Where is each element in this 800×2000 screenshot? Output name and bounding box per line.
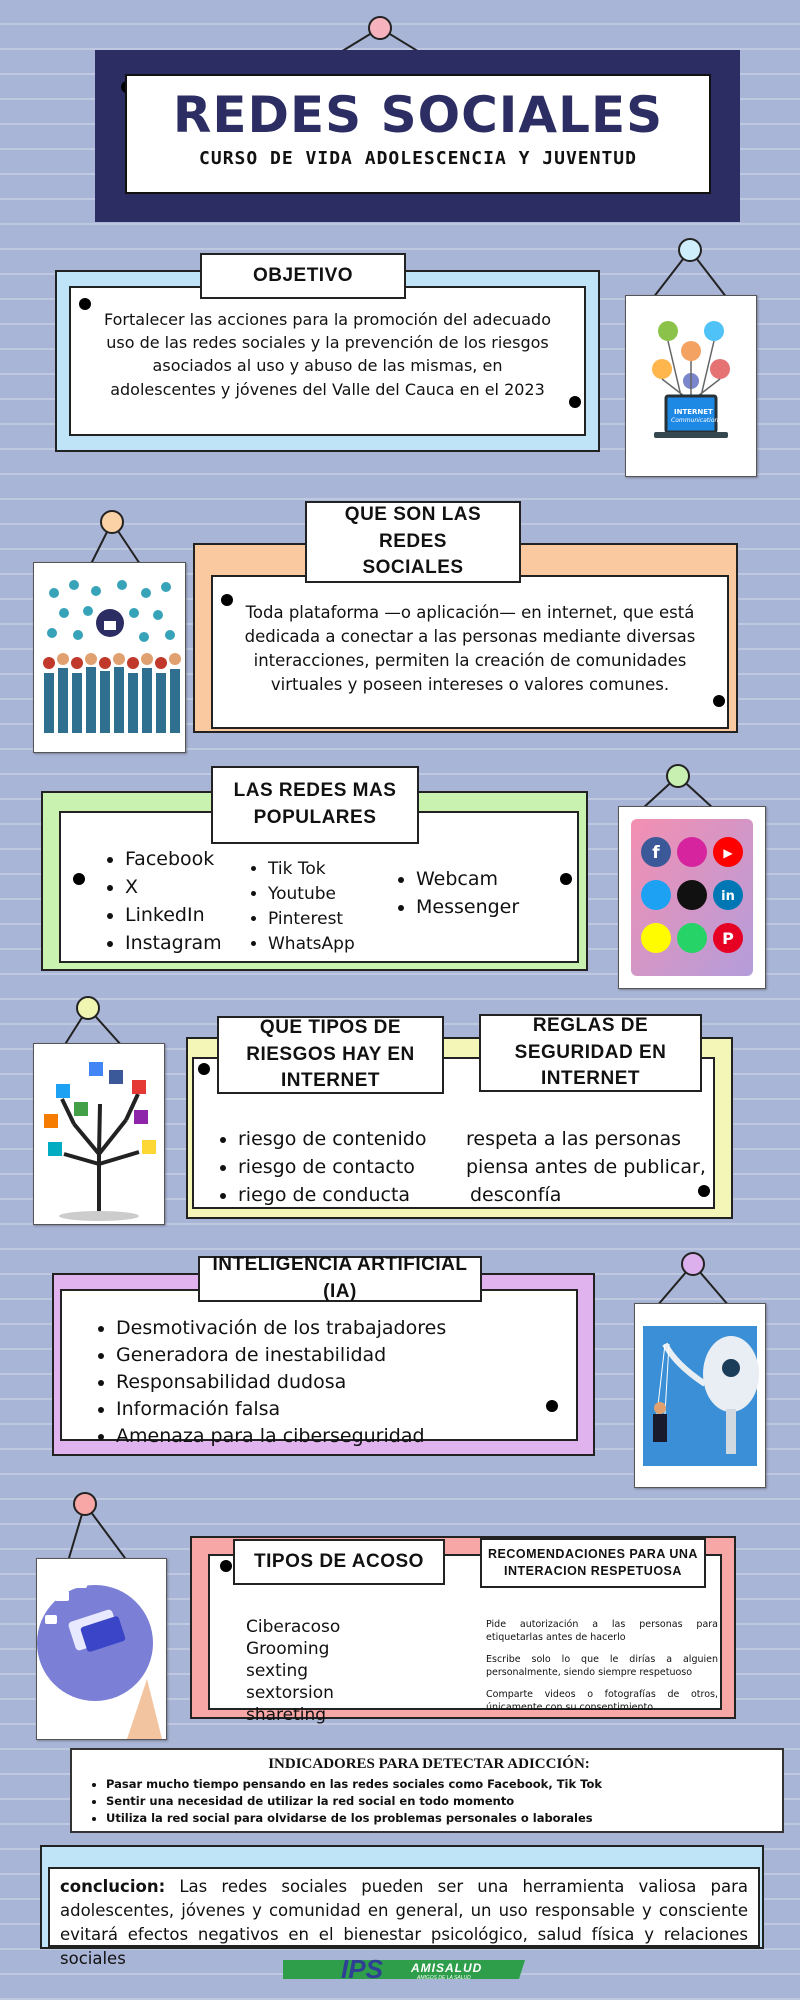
photo-hanger	[55, 1486, 151, 1558]
logo-tagline-text: AMIGOS DE LA SALUD	[417, 1975, 471, 1981]
list-item: • Instagram	[125, 929, 222, 957]
logo-ips-text: IPS	[341, 1954, 383, 1984]
logo-amisalud-text: AMISALUD	[411, 1961, 483, 1975]
list-item: • riesgo de contenido	[238, 1125, 426, 1153]
indicadores-box	[70, 1748, 784, 1833]
riesgos-heading: QUE TIPOS DE RIESGOS HAY EN INTERNET	[217, 1016, 444, 1094]
list-item: • Tik Tok	[268, 857, 355, 882]
ia-card	[60, 1289, 578, 1447]
pin-dot	[221, 594, 233, 606]
list-item: • Desmotivación de los trabajadores	[116, 1315, 446, 1342]
pin-dot	[560, 873, 572, 885]
photo-hanger	[70, 506, 160, 570]
list-item: • Webcam	[416, 865, 519, 893]
ia-list	[94, 1315, 446, 1450]
photo-hanger	[630, 754, 726, 809]
pin-dot	[73, 873, 85, 885]
pin-dot	[198, 1063, 210, 1075]
laptop-network-photo	[625, 295, 757, 477]
objetivo-text: Fortalecer las acciones para la promoción del adecuado uso de las redes sociales y la prevención de los riesgos asociados al uso y abuso de las mismas, en adolescentes y jóvenes del Valle del Cauca en el 2023	[104, 310, 551, 399]
pin-dot	[713, 695, 725, 707]
list-item: Ciberacoso	[246, 1617, 341, 1637]
list-item: • Amenaza para la ciberseguridad	[116, 1423, 446, 1450]
list-item: Comparte videos o fotografías de otros, únicamente con su consentimiento	[486, 1689, 718, 1713]
list-item: • Responsabilidad dudosa	[116, 1369, 446, 1396]
photo-hanger	[645, 232, 735, 298]
photo-hanger	[645, 1250, 741, 1306]
header-card	[125, 74, 711, 194]
list-item: Grooming	[246, 1639, 330, 1659]
list-item: sexting	[246, 1661, 309, 1681]
svg-text:P: P	[722, 929, 734, 948]
svg-text:▶: ▶	[723, 846, 733, 860]
list-item: sextorsion	[246, 1683, 334, 1703]
header-frame	[95, 50, 740, 222]
list-item: • Youtube	[268, 882, 355, 907]
populares-heading: LAS REDES MAS POPULARES	[211, 766, 419, 844]
objetivo-card	[69, 286, 586, 436]
recomendaciones-heading: RECOMENDACIONES PARA UNA INTERACION RESPETUOSA	[480, 1538, 706, 1588]
acoso-heading: TIPOS DE ACOSO	[233, 1539, 445, 1585]
list-item: • Messenger	[416, 893, 519, 921]
pin-dot	[698, 1185, 710, 1197]
photo-hanger	[50, 992, 146, 1046]
recomendaciones-list	[486, 1618, 718, 1714]
list-item: • Información falsa	[116, 1396, 446, 1423]
crowd-network-photo	[33, 562, 186, 753]
list-item: Escribe solo lo que le dirías a alguien personalmente, siendo siempre respetuoso	[486, 1654, 718, 1678]
populares-list-col3	[394, 865, 519, 921]
riesgos-list	[216, 1125, 426, 1209]
list-item: • riego de conducta	[238, 1181, 426, 1209]
ia-heading: INTELIGENCIA ARTIFICIAL (IA)	[198, 1256, 482, 1302]
laptop-brand-line2: Communication	[671, 417, 719, 424]
list-item: piensa antes de publicar,	[466, 1156, 706, 1178]
social-apps-photo	[618, 806, 766, 989]
page-title: REDES SOCIALES	[172, 86, 664, 144]
page-subtitle: CURSO DE VIDA ADOLESCENCIA Y JUVENTUD	[199, 148, 637, 169]
list-item: shareting	[246, 1705, 327, 1725]
list-item: Pide autorización a las personas para etiquetarlas antes de hacerlo	[486, 1619, 718, 1643]
list-item: • X	[125, 873, 222, 901]
svg-text:f: f	[652, 843, 660, 863]
phone-chat-photo	[36, 1558, 167, 1740]
reglas-heading: REGLAS DE SEGURIDAD EN INTERNET	[479, 1014, 702, 1092]
list-item: • Generadora de inestabilidad	[116, 1342, 446, 1369]
list-item: • WhatsApp	[268, 932, 355, 957]
laptop-brand-line1: INTERNET	[674, 408, 713, 416]
pin-dot	[79, 298, 91, 310]
que-son-text: Toda plataforma —o aplicación— en internet, que está dedicada a conectar a las personas mediante diversas interacciones, permiten la creación de comunidades virtuales y poseen intereses o valores comunes.	[244, 603, 696, 694]
social-tree-photo	[33, 1043, 165, 1225]
que-son-heading: QUE SON LAS REDES SOCIALES	[305, 501, 521, 583]
list-item: respeta a las personas	[466, 1128, 682, 1150]
indicadores-heading: INDICADORES PARA DETECTAR ADICCIÓN:	[268, 1756, 590, 1772]
conclusion-text: Las redes sociales pueden ser una herramienta valiosa para adolescentes, jóvenes y comunidad en general, un uso responsable y consciente evitará efectos negativos en el bienestar psicológico, salud física y relaciones sociales	[60, 1877, 748, 1968]
que-son-card	[211, 575, 729, 729]
list-item: • Pasar mucho tiempo pensando en las redes sociales como Facebook, Tik Tok	[106, 1776, 772, 1793]
svg-text:in: in	[721, 889, 735, 904]
objetivo-heading: OBJETIVO	[200, 253, 406, 299]
footer-logo	[283, 1954, 525, 1984]
conclusion-label: conclucion:	[60, 1877, 166, 1896]
acoso-list	[246, 1616, 340, 1726]
logo-bar-shape	[283, 1957, 525, 1983]
list-item: • Sentir una necesidad de utilizar la red social en todo momento	[106, 1793, 772, 1810]
populares-list-col2	[246, 857, 355, 957]
pin-dot	[546, 1400, 558, 1412]
populares-list-col1	[103, 845, 222, 957]
list-item: • riesgo de contacto	[238, 1153, 426, 1181]
list-item: desconfía	[470, 1184, 562, 1206]
pin-dot	[569, 396, 581, 408]
robot-puppet-photo	[634, 1303, 766, 1488]
reglas-list	[466, 1125, 706, 1209]
list-item: • Pinterest	[268, 907, 355, 932]
indicadores-list	[86, 1776, 772, 1827]
list-item: • Facebook	[125, 845, 222, 873]
list-item: • Utiliza la red social para olvidarse de los problemas personales o laborales	[106, 1810, 772, 1827]
pin-dot	[220, 1560, 232, 1572]
list-item: • LinkedIn	[125, 901, 222, 929]
